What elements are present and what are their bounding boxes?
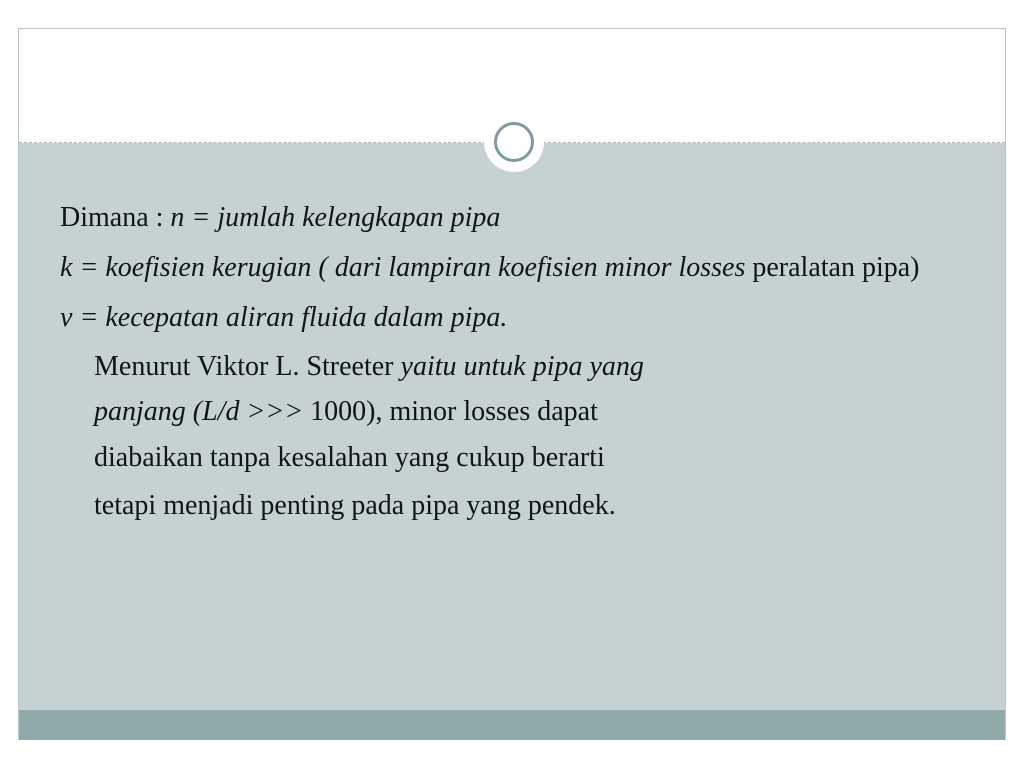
text-line-7 [60,484,960,528]
text-line-6 [60,438,960,478]
text-line-1 [60,196,960,240]
line2-term: minor losses [604,252,746,284]
line4-italic: yaitu untuk pipa yang [400,350,644,382]
text-line-5 [60,392,960,432]
text-line-2 [60,246,960,290]
line1-definition: jumlah kelengkapan pipa [217,202,501,233]
line1-variable: n [170,202,185,233]
line1-prefix: Dimana : [60,202,171,233]
line4-text: Menurut Viktor L. Streeter [94,350,401,382]
slide-body-text [60,196,960,534]
line2-variable: k [60,252,73,284]
line7-text: tetapi menjadi penting pada pipa yang pendek. [94,489,616,521]
circle-ornament-ring [494,122,534,162]
line3-definition: = kecepatan aliran fluida dalam pipa. [72,302,508,334]
slide-footer-bar [19,710,1005,740]
line3-variable: v [60,302,73,334]
line1-equals: = [184,202,218,233]
line2-definition: = koefisien kerugian ( dari lampiran koefisien [72,252,605,284]
line6-text: diabaikan tanpa kesalahan yang cukup berarti [94,442,605,474]
text-line-4 [60,347,960,387]
text-line-3 [60,296,960,340]
line5-text: 1000), minor losses dapat [310,396,598,428]
circle-ornament-icon [484,112,544,172]
line2-tail: peralatan pipa) [745,252,920,284]
line5-italic: panjang (L/d >>> [94,396,311,428]
